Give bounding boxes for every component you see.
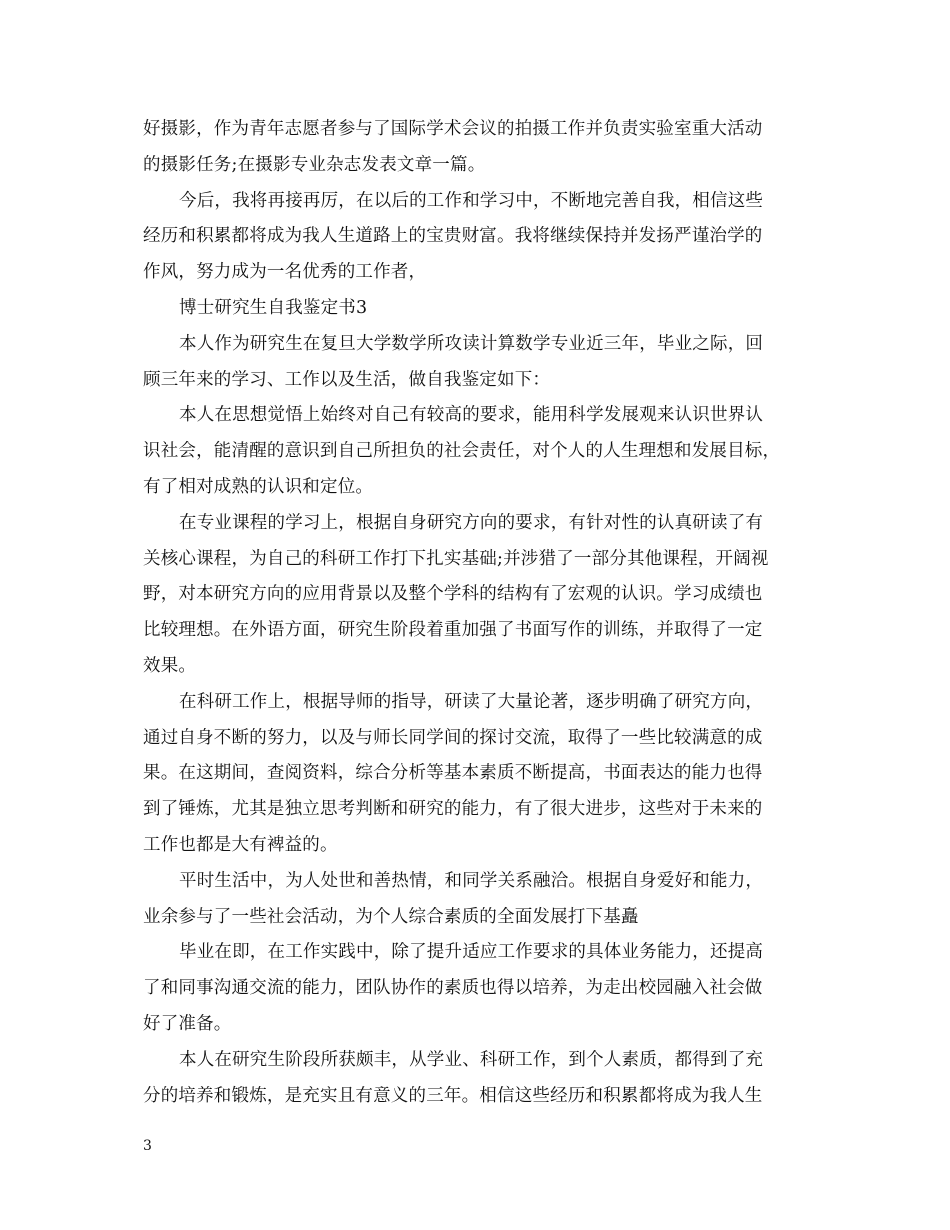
page-number: 3 bbox=[143, 1138, 152, 1154]
section-heading: 博士研究生自我鉴定书3 bbox=[179, 297, 368, 318]
document-body bbox=[143, 112, 807, 1114]
text-line: 了和同事沟通交流的能力，团队协作的素质也得以培养，为走出校园融入社会做 bbox=[143, 978, 763, 999]
text-line: 关核心课程，为自己的科研工作打下扎实基础;并涉猎了一部分其他课程，开阔视 bbox=[143, 548, 769, 569]
text-line: 在专业课程的学习上，根据自身研究方向的要求，有针对性的认真研读了有 bbox=[179, 512, 764, 533]
text-line: 果。在这期间，查阅资料，综合分析等基本素质不断提高，书面表达的能力也得 bbox=[143, 763, 763, 784]
text-line: 本人在研究生阶段所获颇丰，从学业、科研工作，到个人素质，都得到了充 bbox=[179, 1049, 764, 1070]
text-line: 野，对本研究方向的应用背景以及整个学科的结构有了宏观的认识。学习成绩也 bbox=[143, 584, 763, 605]
text-line: 工作也都是大有裨益的。 bbox=[143, 834, 338, 855]
text-line: 好了准备。 bbox=[143, 1013, 232, 1034]
text-line: 比较理想。在外语方面，研究生阶段着重加强了书面写作的训练，并取得了一定 bbox=[143, 620, 763, 641]
text-line: 本人在思想觉悟上始终对自己有较高的要求，能用科学发展观来认识世界认 bbox=[179, 405, 764, 426]
text-line: 好摄影，作为青年志愿者参与了国际学术会议的拍摄工作并负责实验室重大活动 bbox=[143, 119, 763, 139]
text-line: 顾三年来的学习、工作以及生活，做自我鉴定如下： bbox=[143, 369, 551, 390]
text-line: 分的培养和锻炼，是充实且有意义的三年。相信这些经历和积累都将成为我人生 bbox=[143, 1085, 763, 1106]
text-line: 毕业在即，在工作实践中，除了提升适应工作要求的具体业务能力，还提高 bbox=[179, 942, 764, 963]
text-line: 的摄影任务;在摄影专业杂志发表文章一篇。 bbox=[143, 154, 486, 175]
text-line: 效果。 bbox=[143, 655, 197, 676]
text-line: 有了相对成熟的认识和定位。 bbox=[143, 476, 374, 497]
text-line: 平时生活中，为人处世和善热情，和同学关系融洽。根据自身爱好和能力， bbox=[179, 870, 764, 891]
text-line: 作风，努力成为一名优秀的工作者， bbox=[143, 262, 427, 283]
text-line: 通过自身不断的努力，以及与师长同学间的探讨交流，取得了一些比较满意的成 bbox=[143, 727, 763, 748]
text-line: 识社会，能清醒的意识到自己所担负的社会责任，对个人的人生理想和发展目标， bbox=[143, 441, 781, 462]
text-line: 本人作为研究生在复旦大学数学所攻读计算数学专业近三年，毕业之际，回 bbox=[179, 333, 764, 354]
text-line: 到了锤炼，尤其是独立思考判断和研究的能力，有了很大进步，这些对于未来的 bbox=[143, 799, 763, 820]
text-line: 经历和积累都将成为我人生道路上的宝贵财富。我将继续保持并发扬严谨治学的 bbox=[143, 226, 763, 247]
text-line: 在科研工作上，根据导师的指导，研读了大量论著，逐步明确了研究方向， bbox=[179, 691, 764, 712]
text-line: 今后，我将再接再厉，在以后的工作和学习中，不断地完善自我，相信这些 bbox=[179, 190, 764, 211]
text-line: 业余参与了一些社会活动，为个人综合素质的全面发展打下基矗 bbox=[143, 906, 639, 927]
